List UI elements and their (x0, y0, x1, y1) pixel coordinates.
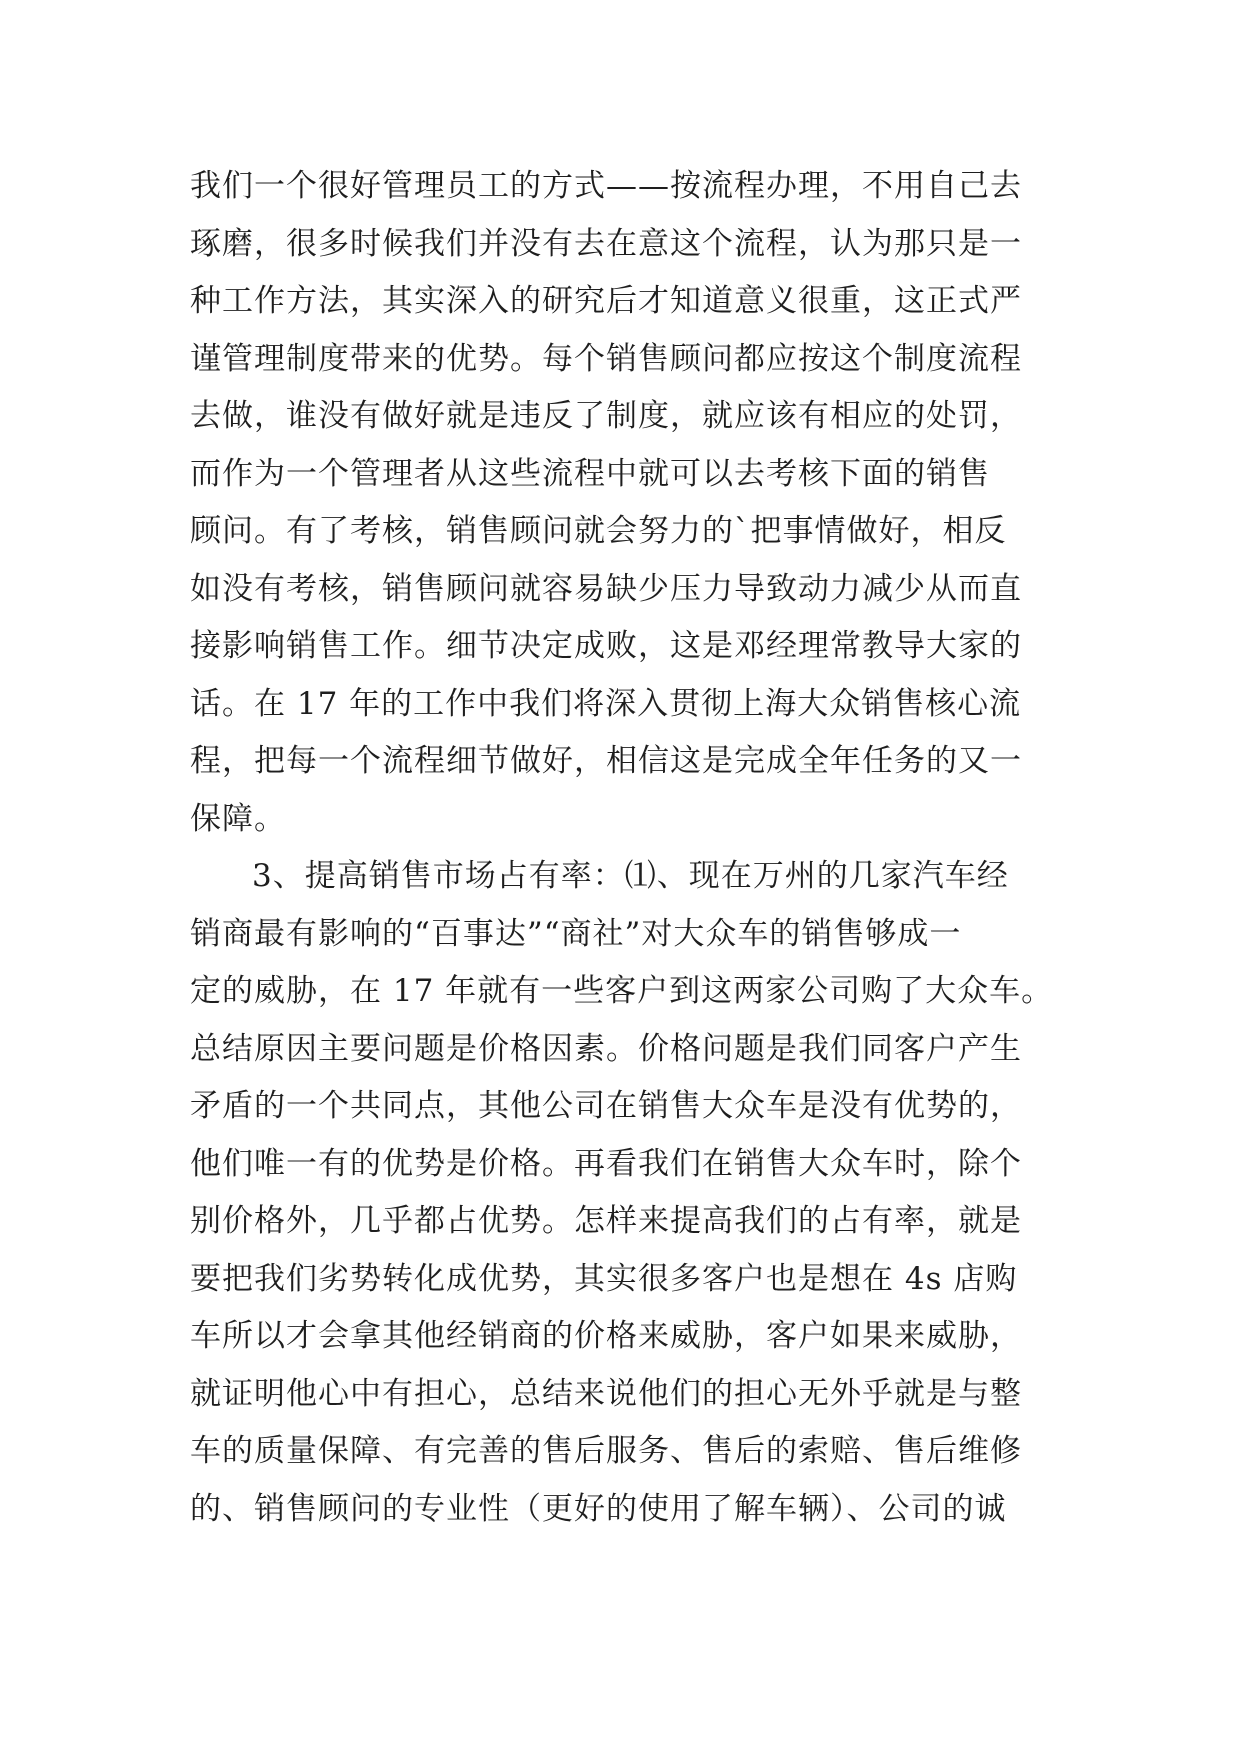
text-line: 他们唯一有的优势是价格。再看我们在销售大众车时，除个 (190, 1145, 1022, 1182)
text-line: 定的威胁，在 17 年就有一些客户到这两家公司购了大众车。 (190, 973, 1054, 1009)
text-line: 顾问。有了考核，销售顾问就会努力的`把事情做好，相反 (190, 513, 1007, 549)
text-line: 种工作方法，其实深入的研究后才知道意义很重，这正式严 (190, 283, 1022, 319)
text-line: 要把我们劣势转化成优势，其实很多客户也是想在 4s 店购 (190, 1260, 1018, 1297)
text-line: 接影响销售工作。细节决定成败，这是邓经理常教导大家的 (190, 628, 1022, 664)
text-line: 如没有考核，销售顾问就容易缺少压力导致动力减少从而直 (190, 570, 1022, 607)
text-line: 保障。 (190, 800, 286, 837)
text-line: 总结原因主要问题是价格因素。价格问题是我们同客户产生 (190, 1030, 1022, 1067)
text-line: 车的质量保障、有完善的售后服务、售后的索赔、售后维修 (190, 1433, 1022, 1469)
text-line: 车所以才会拿其他经销商的价格来威胁，客户如果来威胁， (190, 1318, 1022, 1354)
text-line: 而作为一个管理者从这些流程中就可以去考核下面的销售 (190, 455, 990, 492)
text-line: 话。在 17 年的工作中我们将深入贯彻上海大众销售核心流 (190, 685, 1022, 722)
text-line: 程，把每一个流程细节做好，相信这是完成全年任务的又一 (190, 743, 1022, 779)
body-text (190, 158, 1065, 1538)
text-line: 矛盾的一个共同点，其他公司在销售大众车是没有优势的， (190, 1088, 1022, 1124)
text-line: 就证明他心中有担心，总结来说他们的担心无外乎就是与整 (190, 1375, 1022, 1412)
text-line: 的、销售顾问的专业性（更好的使用了解车辆）、公司的诚 (190, 1490, 1007, 1527)
text-line: 谨管理制度带来的优势。每个销售顾问都应按这个制度流程 (190, 340, 1022, 377)
text-line: 别价格外，几乎都占优势。怎样来提高我们的占有率，就是 (190, 1203, 1022, 1239)
text-line: 销商最有影响的“百事达”“商社”对大众车的销售够成一 (190, 915, 962, 952)
text-line: 琢磨，很多时候我们并没有去在意这个流程，认为那只是一 (190, 225, 1022, 262)
paragraph-start-line: 3、提高销售市场占有率：⑴、现在万州的几家汽车经 (252, 858, 1009, 894)
text-line: 我们一个很好管理员工的方式——按流程办理，不用自己去 (190, 168, 1022, 204)
text-line: 去做，谁没有做好就是违反了制度，就应该有相应的处罚， (190, 398, 1022, 434)
